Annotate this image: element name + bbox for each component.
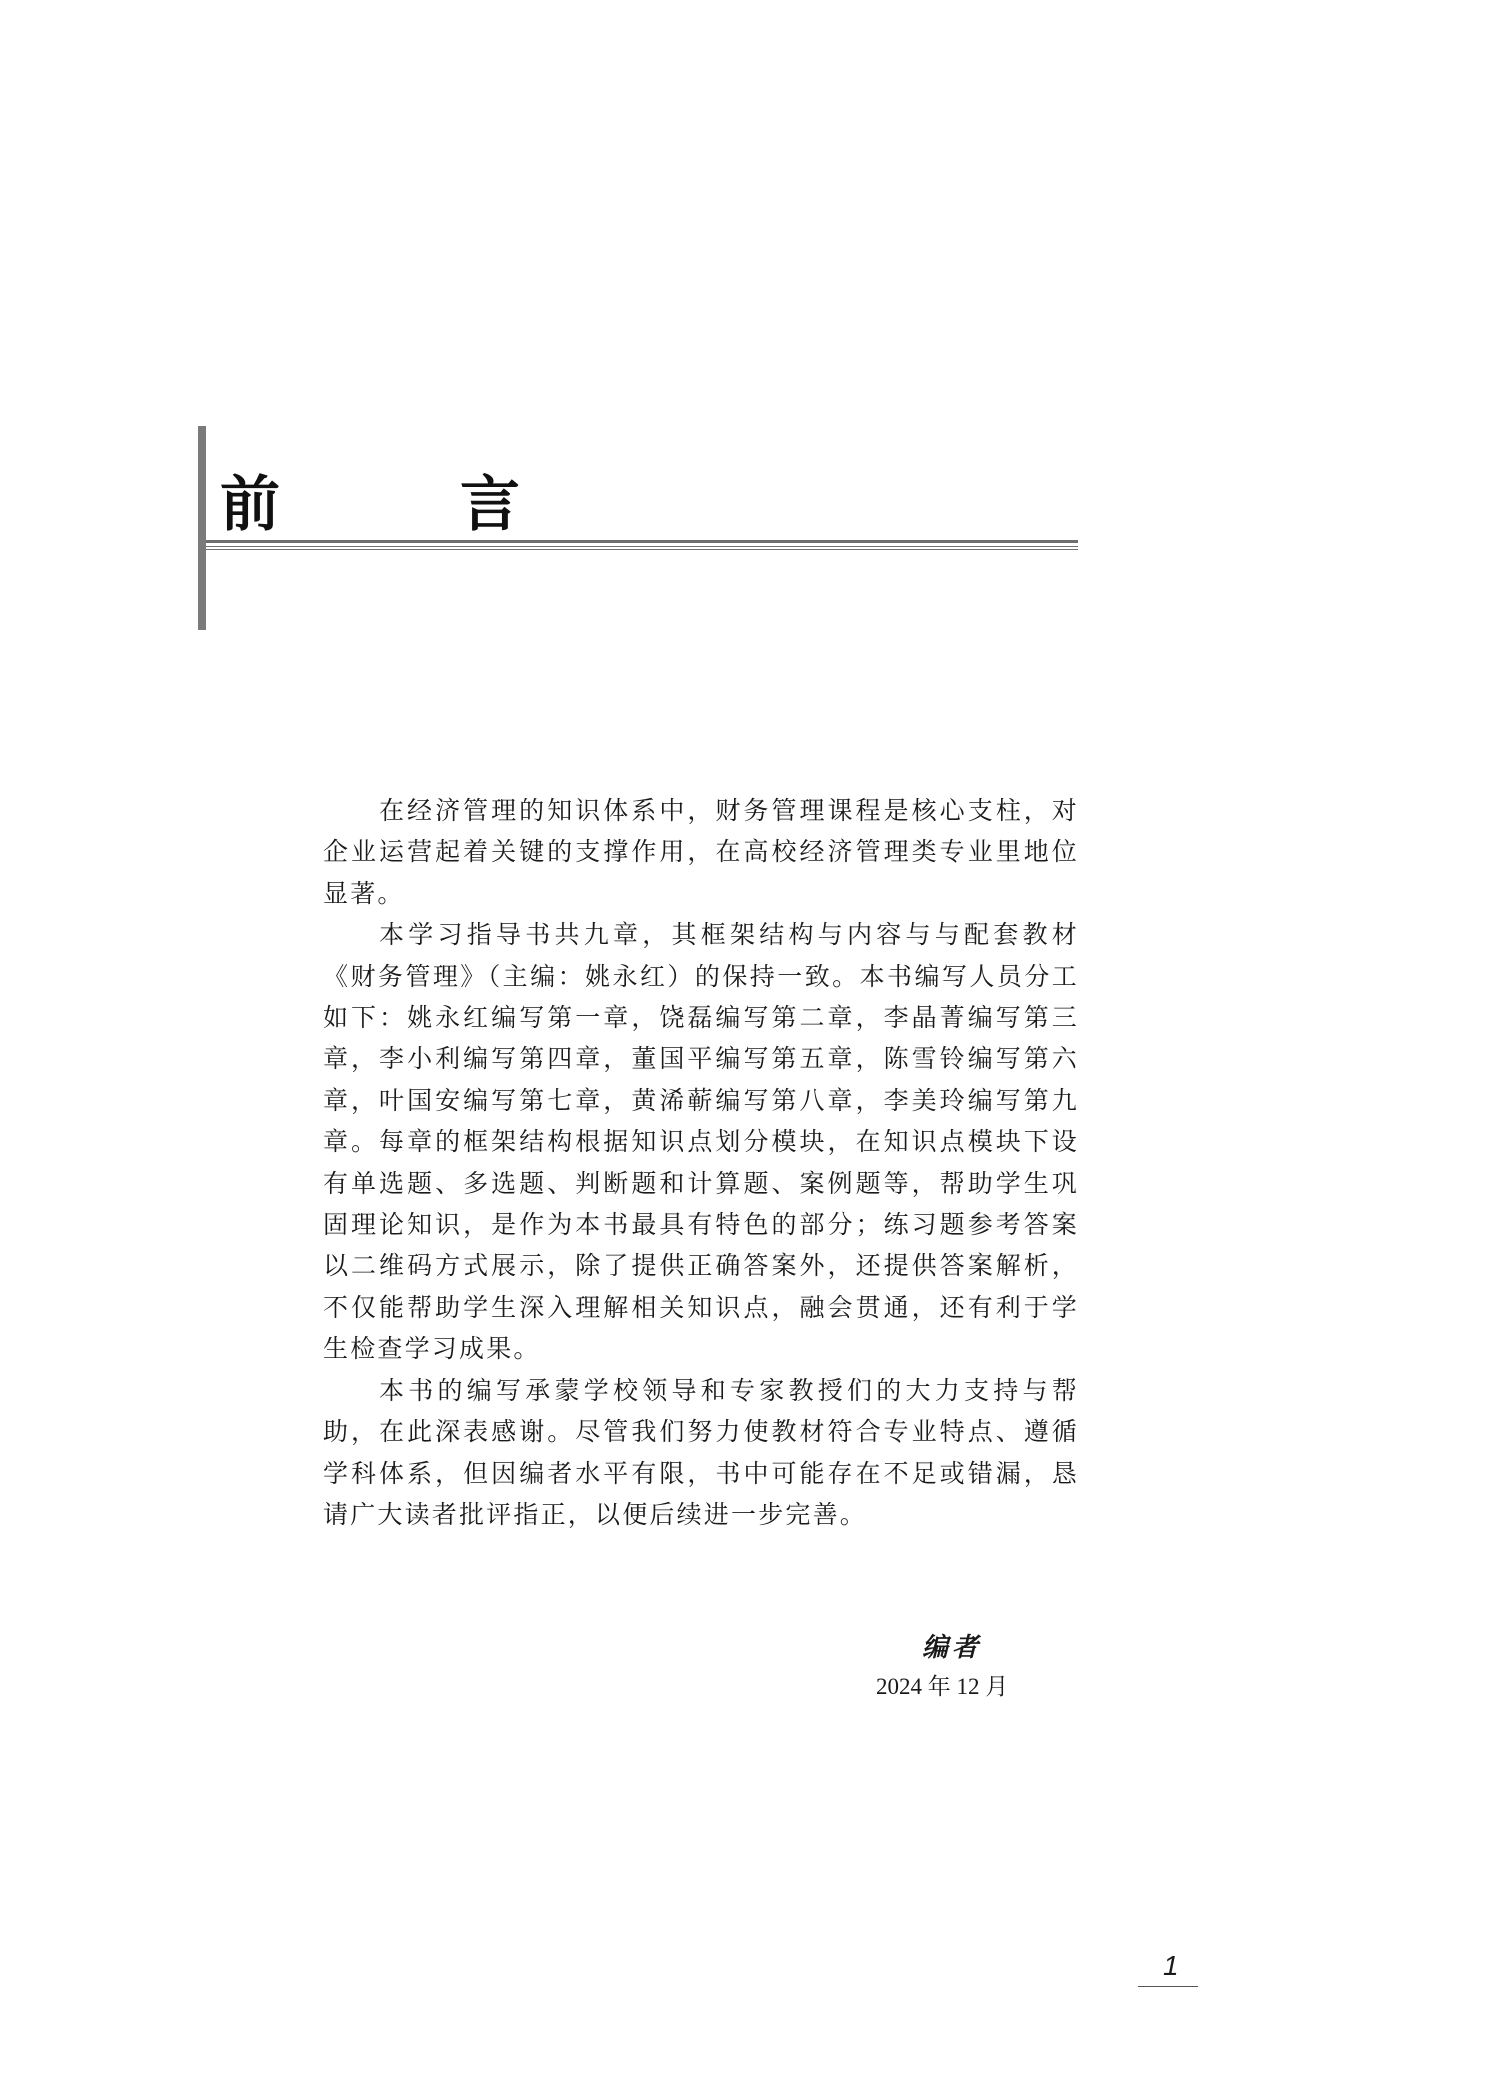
page-number: 1 <box>1163 1950 1179 1981</box>
paragraph: 本书的编写承蒙学校领导和专家教授们的大力支持与帮助，在此深表感谢。尽管我们努力使教材符合专业特点、遵循学科体系，但因编者水平有限，书中可能存在不足或错漏，恳请广大读者批评指正，以便后续进一步完善。 <box>323 1375 1079 1529</box>
paragraph: 在经济管理的知识体系中，财务管理课程是核心支柱，对企业运营起着关键的支撑作用，在高校经济管理类专业里地位显著。 <box>323 796 1079 908</box>
preface-body <box>323 790 1079 1535</box>
signature-date: 2024 年 12 月 <box>876 1674 1009 1699</box>
page-number-rule <box>1138 1986 1198 1987</box>
heading-accent-bar <box>198 426 206 630</box>
heading-rule-thin <box>206 546 1078 547</box>
heading-rule-thin-lower <box>206 549 1078 550</box>
author-signature: 编者 <box>922 1633 983 1663</box>
heading-rule-thick <box>206 540 1078 543</box>
paragraph: 本学习指导书共九章，其框架结构与内容与与配套教材《财务管理》（主编：姚永红）的保持一致。本书编写人员分工如下：姚永红编写第一章，饶磊编写第二章，李晶菁编写第三章，李小利编写第四章，董国平编写第五章，陈雪铃编写第六章，叶国安编写第七章，黄浠蕲编写第八章，李美玲编写第九章。每章的框架结构根据知识点划分模块，在知识点模块下设有单选题、多选题、判断题和计算题、案例题等，帮助学生巩固理论知识，是作为本书最具有特色的部分；练习题参考答案以二维码方式展示，除了提供正确答案外，还提供答案解析，不仅能帮助学生深入理解相关知识点，融会贯通，还有利于学生检查学习成果。 <box>323 920 1079 1364</box>
page-title: 前 言 <box>220 470 580 540</box>
